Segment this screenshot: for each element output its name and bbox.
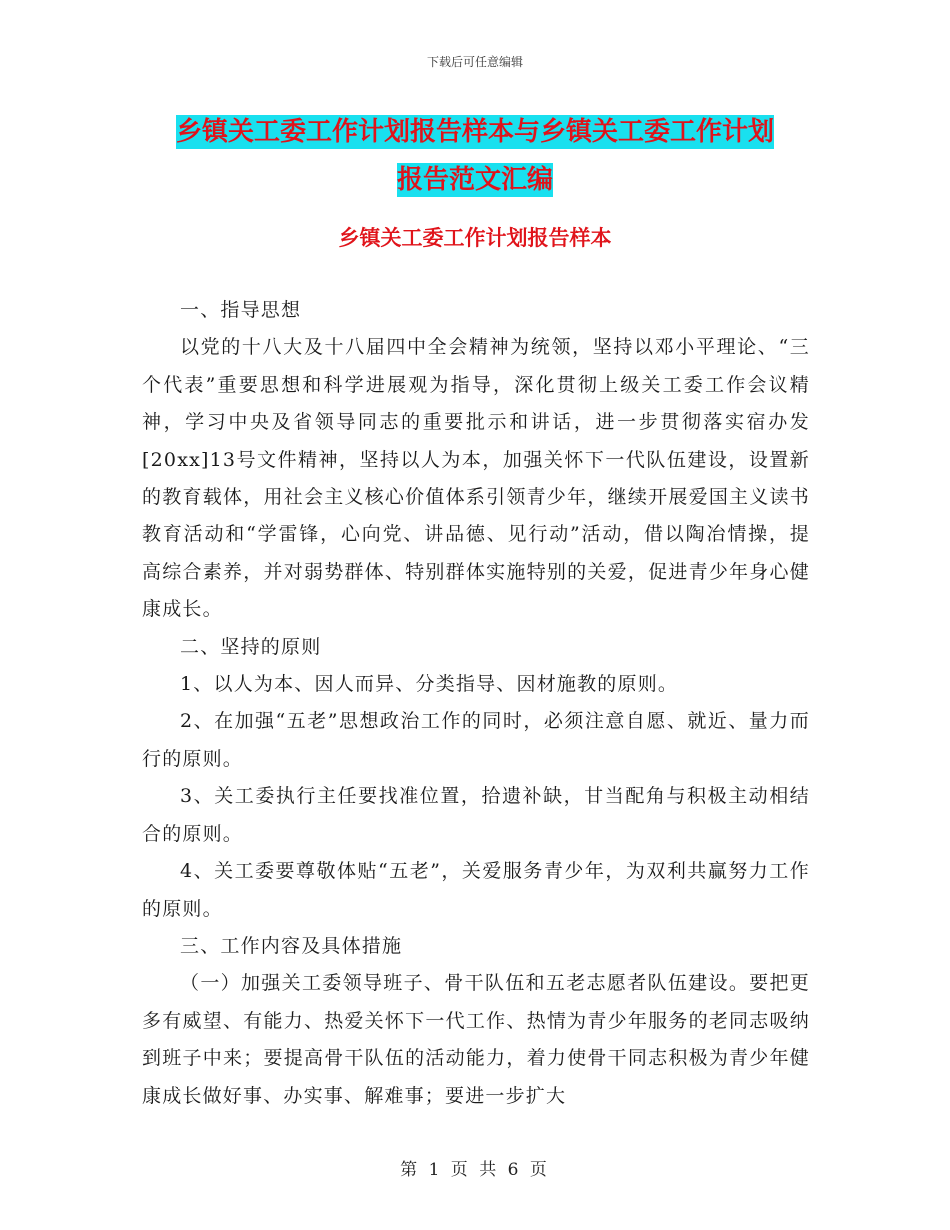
heading-principles: 二、坚持的原则 [180,635,322,658]
title-line-2: 报告范文汇编 [396,165,553,195]
heading-work-content: 三、工作内容及具体措施 [180,934,403,957]
document-title [140,108,810,204]
page-header: 下载后可任意编辑 [426,55,523,69]
paragraph: 1、以人为本、因人而异、分类指导、因材施教的原则。 [180,673,679,696]
paragraph: 3、关工委执行主任要找准位置，拾遗补缺，甘当配角与积极主动相结合的原则。 [142,785,810,845]
title-line-1: 乡镇关工委工作计划报告样本与乡镇关工委工作计划 [175,117,774,147]
paragraph: （一）加强关工委领导班子、骨干队伍和五老志愿者队伍建设。要把更多有威望、有能力、热爱关怀下一代工作、热情为青少年服务的老同志吸纳到班子中来；要提高骨干队伍的活动能力，着力使骨干同志积极为青少年健康成长做好事、办实事、解难事；要进一步扩大 [142,972,810,1107]
page-number: 第 1 页 共 6 页 [400,1160,550,1180]
paragraph: 以党的十八大及十八届四中全会精神为统领，坚持以邓小平理论、“三个代表”重要思想和科学进展观为指导，深化贯彻上级关工委工作会议精神，学习中央及省领导同志的重要批示和讲话，进一步贯彻落实宿办发[20xx]13号文件精神，坚持以人为本，加强关怀下一代队伍建设，设置新的教育载体，用社会主义核心价值体系引领青少年，继续开展爱国主义读书教育活动和“学雷锋，心向党、讲品德、见行动”活动，借以陶冶情操，提高综合素养，并对弱势群体、特别群体实施特别的关爱，促进青少年身心健康成长。 [142,336,810,621]
paragraph: 4、关工委要尊敬体贴“五老”，关爱服务青少年，为双利共赢努力工作的原则。 [142,860,810,920]
heading-guiding-thought: 一、指导思想 [180,299,302,321]
section-title: 乡镇关工委工作计划报告样本 [338,226,612,250]
paragraph: 2、在加强“五老”思想政治工作的同时，必须注意自愿、就近、量力而行的原则。 [142,710,810,770]
body-text [142,292,810,1115]
